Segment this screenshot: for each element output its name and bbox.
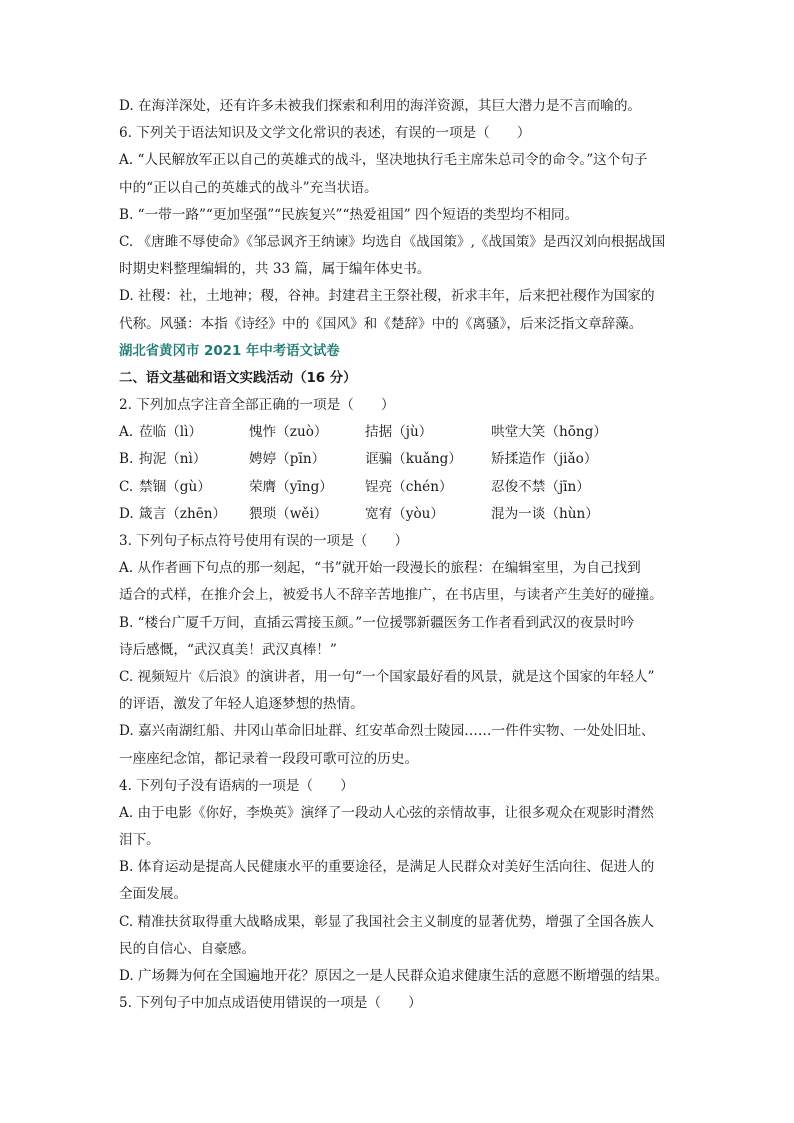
question-2-stem: 2. 下列加点字注音全部正确的一项是（ ）	[119, 397, 395, 414]
question-4-stem: 4. 下列句子没有语病的一项是（ ）	[119, 777, 354, 794]
text-line: 的评语，激发了年轻人追逐梦想的热情。	[119, 696, 364, 713]
text-line: B. 体育运动是提高人民健康水平的重要途径，是满足人民群众对美好生活向往、促进人的	[119, 859, 655, 876]
text-line: D. 社稷：社，土地神；稷，谷神。封建君主王祭社稷，祈求丰年，后来把社稷作为国家的	[119, 288, 655, 305]
text-line: B. “楼台广厦千万间，直插云霄接玉颜。”一位援鄂新疆医务工作者看到武汉的夜景时吟	[119, 614, 635, 631]
option-item: 箴言（zhēn）	[139, 505, 227, 522]
q2-option-a	[119, 419, 679, 446]
text-line: A. 从作者画下句点的那一刻起，“书”就开始一段漫长的旅程：在编辑室里，为自己找到	[119, 560, 641, 577]
text-line: D. 在海洋深处，还有许多未被我们探索和利用的海洋资源，其巨大潜力是不言而喻的。	[119, 98, 642, 114]
text-line: 民的自信心、自豪感。	[119, 940, 255, 957]
text-line: 诗后感慨，“武汉真美！武汉真棒！”	[119, 641, 337, 658]
option-item: 宽宥（yòu）	[365, 505, 444, 522]
option-item: 荣膺（yīng）	[249, 478, 333, 495]
option-item: 莅临（lì）	[139, 424, 203, 441]
text-line: D. 广场舞为何在全国遍地开花？原因之一是人民群众追求健康生活的意愿不断增强的结果。	[119, 968, 669, 984]
q2-option-c	[119, 474, 679, 501]
text-line: A. “人民解放军正以自己的英雄式的战斗，坚决地执行毛主席朱总司令的命令。”这个句子	[119, 152, 648, 169]
text-line: D. 嘉兴南湖红船、井冈山革命旧址群、红安革命烈士陵园……一件件实物、一处处旧址、	[119, 723, 655, 740]
option-item: 禁锢（gù）	[139, 478, 211, 495]
option-item: 拘泥（nì）	[139, 451, 207, 468]
option-item: 愧怍（zuò）	[249, 424, 328, 441]
q2-option-d	[119, 501, 679, 528]
text-line: C. 视频短片《后浪》的演讲者，用一句“一个国家最好看的风景，就是这个国家的年轻人”	[119, 668, 655, 685]
text-line: 一座座纪念馆，都记录着一段段可歌可泣的历史。	[119, 750, 419, 767]
option-item: 忍俊不禁（jīn）	[491, 478, 590, 495]
q2-option-b	[119, 446, 679, 473]
document-body	[119, 93, 679, 1017]
option-label: A.	[119, 424, 134, 441]
option-item: 哄堂大笑（hōng）	[491, 424, 607, 441]
text-line: 适合的式样，在推介会上，被爱书人不辞辛苦地推广，在书店里，与读者产生美好的碰撞。	[119, 587, 663, 604]
text-line: B. “一带一路”“更加坚强”“民族复兴”“热爱祖国” 四个短语的类型均不相同。	[119, 206, 579, 223]
text-line: 全面发展。	[119, 886, 187, 903]
option-item: 拮据（jù）	[365, 424, 433, 441]
text-line: C. 《唐雎不辱使命》《邹忌讽齐王纳谏》均选自《战国策》,《战国策》是西汉刘向根据战国	[119, 233, 666, 250]
option-label: D.	[119, 505, 134, 522]
option-label: B.	[119, 451, 134, 468]
option-item: 锃亮（chén）	[365, 478, 453, 495]
text-line: 中的“正以自己的英雄式的战斗”充当状语。	[119, 179, 378, 196]
question-5-stem: 5. 下列句子中加点成语使用错误的一项是（ ）	[119, 995, 422, 1012]
question-6-stem: 6. 下列关于语法知识及文学文化常识的表述，有误的一项是（ ）	[119, 125, 531, 142]
exam-title: 湖北省黄冈市 2021 年中考语文试卷	[119, 343, 340, 359]
option-item: 混为一谈（hùn）	[491, 505, 599, 522]
text-line: A. 由于电影《你好，李焕英》演绎了一段动人心弦的亲情故事，让很多观众在观影时潸然	[119, 804, 655, 821]
option-item: 猥琐（wěi）	[249, 505, 328, 522]
question-3-stem: 3. 下列句子标点符号使用有误的一项是（ ）	[119, 533, 409, 549]
option-label: C.	[119, 478, 134, 495]
text-line: 时期史料整理编辑的，共 33 篇，属于编年体史书。	[119, 261, 431, 278]
option-item: 娉婷（pīn）	[249, 451, 326, 468]
text-line: 泪下。	[119, 832, 160, 849]
section-heading: 二、语文基础和语文实践活动（16 分）	[119, 370, 357, 386]
option-item: 诓骗（kuǎng）	[365, 451, 462, 468]
option-item: 矫揉造作（jiǎo）	[491, 451, 598, 468]
text-line: C. 精准扶贫取得重大战略成果，彰显了我国社会主义制度的显著优势，增强了全国各族人	[119, 913, 655, 930]
text-line: 代称。风骚：本指《诗经》中的《国风》和《楚辞》中的《离骚》，后来泛指文章辞藻。	[119, 315, 643, 332]
